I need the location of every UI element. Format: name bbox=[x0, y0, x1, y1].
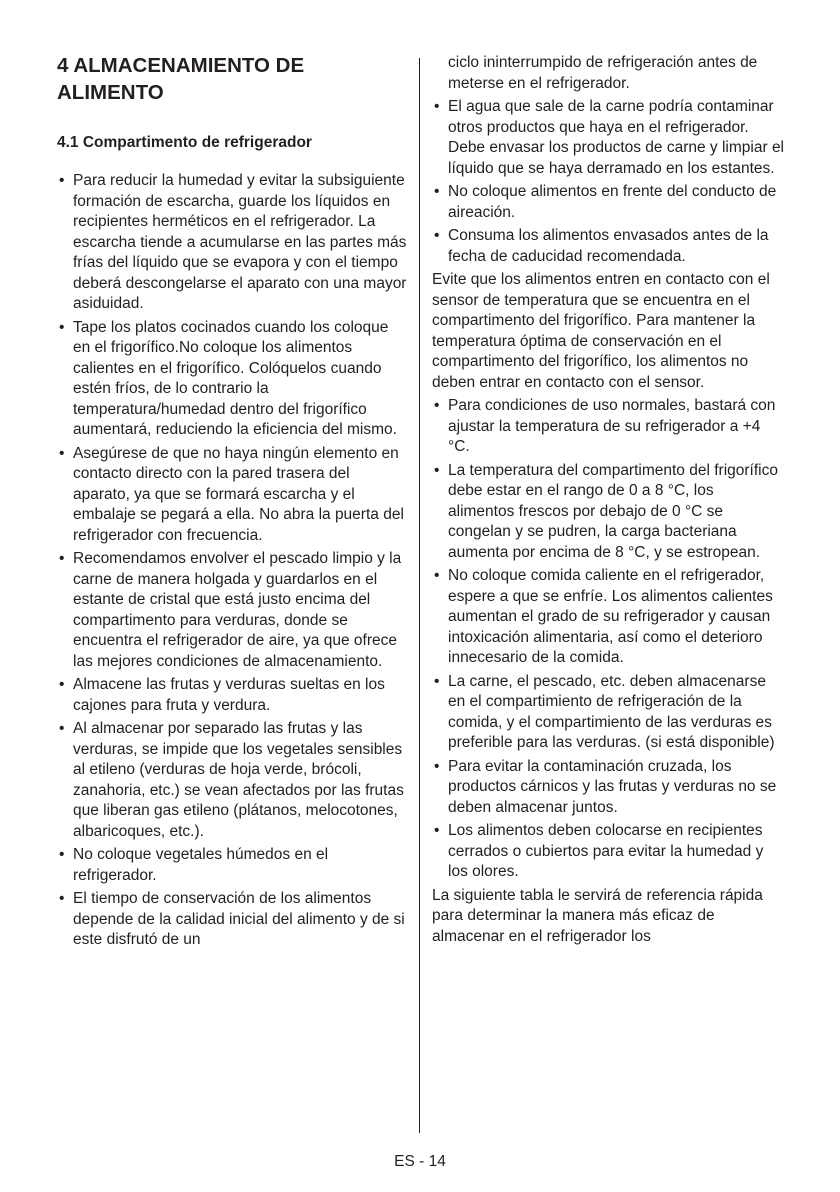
list-item: • No coloque alimentos en frente del conducto de aireación. bbox=[432, 182, 784, 223]
list-item: • Recomendamos envolver el pescado limpio y la carne de manera holgada y guardarlos en el estante de cristal que está justo encima del compartimento para verduras, donde se encuentra el refrigerador de aire, ya que ofrece las mejores condiciones de almacenamiento. bbox=[57, 549, 409, 672]
subsection-heading: 4.1 Compartimento de refrigerador bbox=[57, 134, 312, 151]
left-bullet-list bbox=[57, 171, 409, 954]
list-item: • Al almacenar por separado las frutas y las verduras, se impide que los vegetales sensibles al etileno (verduras de hoja verde, brócoli, zanahoria, etc.) se vean afectados por las frutas que liberan gas etileno (plátanos, melocotones, albaricoques, etc.). bbox=[57, 719, 409, 842]
list-item: • La carne, el pescado, etc. deben almacenarse en el compartimiento de refrigeración de la comida, y el compartimiento de las verduras es preferible para las verduras. (si está disponible) bbox=[432, 672, 784, 754]
list-item: • No coloque comida caliente en el refrigerador, espere a que se enfríe. Los alimentos calientes aumentan el grado de su refrigerador y causan intoxicación alimentaria, así como el deterioro innecesario de la comida. bbox=[432, 566, 784, 669]
page-number: ES - 14 bbox=[394, 1153, 446, 1170]
right-bullet-list-2 bbox=[432, 396, 784, 883]
list-item: • La temperatura del compartimento del frigorífico debe estar en el rango de 0 a 8 °C, los alimentos frescos por debajo de 0 °C se congelan y se pudren, la carga bacteriana aumenta por encima de 8 °C, y se estropean. bbox=[432, 461, 784, 564]
list-item: • Tape los platos cocinados cuando los coloque en el frigorífico.No coloque los alimentos calientes en el frigorífico. Colóquelos cuando estén fríos, de lo contrario la temperatura/humedad dentro del frigorífico aumentará, reduciendo la eficiencia del mismo. bbox=[57, 318, 409, 441]
right-column bbox=[432, 53, 784, 950]
list-item: • Consuma los alimentos envasados antes de la fecha de caducidad recomendada. bbox=[432, 226, 784, 267]
list-item: • Para reducir la humedad y evitar la subsiguiente formación de escarcha, guarde los líquidos en recipientes herméticos en el refrigerador. La escarcha tiende a acumularse en las partes más frías del líquido que se evapora y con el tiempo deberá descongelarse el aparato con una mayor asiduidad. bbox=[57, 171, 409, 315]
column-divider bbox=[419, 58, 420, 1133]
list-item: • Los alimentos deben colocarse en recipientes cerrados o cubiertos para evitar la humedad y los olores. bbox=[432, 821, 784, 883]
list-item: • Para evitar la contaminación cruzada, los productos cárnicos y las frutas y verduras no se deben almacenar juntos. bbox=[432, 757, 784, 819]
list-item: • Almacene las frutas y verduras sueltas en los cajones para fruta y verdura. bbox=[57, 675, 409, 716]
sensor-paragraph: Evite que los alimentos entren en contacto con el sensor de temperatura que se encuentra en el compartimento del frigorífico. Para mantener la temperatura óptima de conservación en el compartimento del frigorífico, los alimentos no deben entrar en contacto con el sensor. bbox=[432, 271, 770, 391]
list-item: • Asegúrese de que no haya ningún elemento en contacto directo con la pared trasera del aparato, ya que se formará escarcha y el embalaje se pegará a ella. No abra la puerta del refrigerador con frecuencia. bbox=[57, 444, 409, 547]
continued-text: ciclo ininterrumpido de refrigeración antes de meterse en el refrigerador. bbox=[448, 54, 758, 92]
list-item: • Para condiciones de uso normales, bastará con ajustar la temperatura de su refrigerador a +4 °C. bbox=[432, 396, 784, 458]
list-item: • El agua que sale de la carne podría contaminar otros productos que haya en el refrigerador. Debe envasar los productos de carne y limpiar el líquido que se haya derramado en los estantes. bbox=[432, 97, 784, 179]
list-item: • El tiempo de conservación de los alimentos depende de la calidad inicial del alimento y de si este disfrutó de un bbox=[57, 889, 409, 951]
right-bullet-list-1 bbox=[432, 97, 784, 267]
list-item: • No coloque vegetales húmedos en el refrigerador. bbox=[57, 845, 409, 886]
section-heading: 4 ALMACENAMIENTO DE ALIMENTO bbox=[57, 54, 305, 104]
table-intro-paragraph: La siguiente tabla le servirá de referencia rápida para determinar la manera más eficaz de almacenar en el refrigerador los bbox=[432, 886, 763, 945]
